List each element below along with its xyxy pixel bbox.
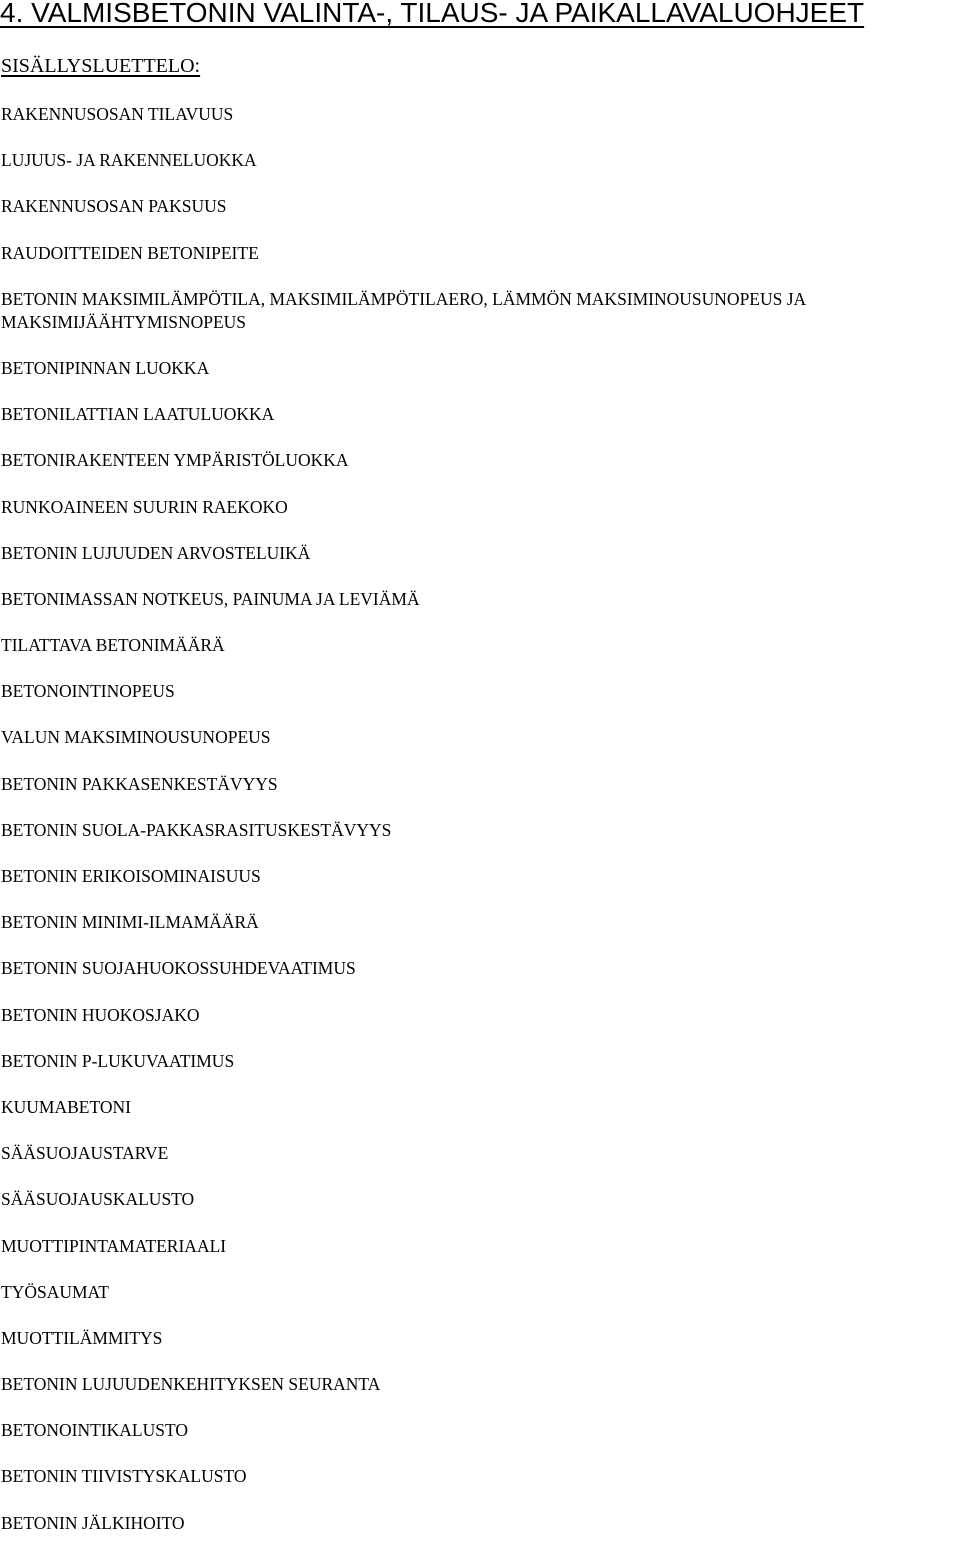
toc-item: BETONIPINNAN LUOKKA	[1, 357, 210, 378]
toc-item: BETONIN MAKSIMILÄMPÖTILA, MAKSIMILÄMPÖTILAERO, LÄMMÖN MAKSIMINOUSUNOPEUS JA MAKSIMIJÄÄHTYMISNOPEUS	[1, 288, 806, 332]
toc-item: BETONOINTINOPEUS	[1, 681, 175, 702]
document-title: 4. VALMISBETONIN VALINTA-, TILAUS- JA PAIKALLAVALUOHJEET	[0, 0, 865, 28]
toc-item: BETONOINTIKALUSTO	[1, 1420, 188, 1441]
toc-item: BETONIN LUJUUDEN ARVOSTELUIKÄ	[1, 542, 311, 563]
toc-item: SÄÄSUOJAUSTARVE	[1, 1143, 169, 1164]
toc-item: BETONIMASSAN NOTKEUS, PAINUMA JA LEVIÄMÄ	[1, 588, 420, 609]
toc-item: BETONIN HUOKOSJAKO	[1, 1004, 200, 1025]
toc-item: TILATTAVA BETONIMÄÄRÄ	[1, 635, 225, 656]
toc-item: TYÖSAUMAT	[1, 1281, 109, 1302]
toc-item: BETONIN MINIMI-ILMAMÄÄRÄ	[1, 912, 259, 933]
toc-item: BETONIN SUOJAHUOKOSSUHDEVAATIMUS	[1, 958, 356, 979]
toc-item: LUJUUS- JA RAKENNELUOKKA	[1, 150, 257, 171]
toc-item: BETONILATTIAN LAATULUOKKA	[1, 404, 275, 425]
toc-item: KUUMABETONI	[1, 1096, 131, 1117]
toc-item: RAUDOITTEIDEN BETONIPEITE	[1, 242, 259, 263]
toc-heading: SISÄLLYSLUETTELO:	[1, 55, 201, 77]
toc-item: BETONIN SUOLA-PAKKASRASITUSKESTÄVYYS	[1, 819, 392, 840]
toc-item: VALUN MAKSIMINOUSUNOPEUS	[1, 727, 271, 748]
toc-item: BETONIRAKENTEEN YMPÄRISTÖLUOKKA	[1, 450, 349, 471]
toc-item: MUOTTILÄMMITYS	[1, 1327, 163, 1348]
toc-item: BETONIN P-LUKUVAATIMUS	[1, 1050, 235, 1071]
toc-item: BETONIN LUJUUDENKEHITYKSEN SEURANTA	[1, 1374, 381, 1395]
toc-item: MUOTTIPINTAMATERIAALI	[1, 1235, 227, 1256]
toc-item: BETONIN ERIKOISOMINAISUUS	[1, 866, 261, 886]
toc-item: RAKENNUSOSAN PAKSUUS	[1, 196, 227, 217]
toc-item: RUNKOAINEEN SUURIN RAEKOKO	[1, 496, 288, 517]
toc-item: BETONIN JÄLKIHOITO	[1, 1512, 185, 1533]
toc-item: BETONIN TIIVISTYSKALUSTO	[1, 1466, 247, 1487]
toc-item: BETONIN PAKKASENKESTÄVYYS	[1, 773, 278, 794]
toc-item: RAKENNUSOSAN TILAVUUS	[1, 104, 234, 124]
toc-list	[1, 103, 959, 1558]
toc-item: SÄÄSUOJAUSKALUSTO	[1, 1189, 195, 1210]
